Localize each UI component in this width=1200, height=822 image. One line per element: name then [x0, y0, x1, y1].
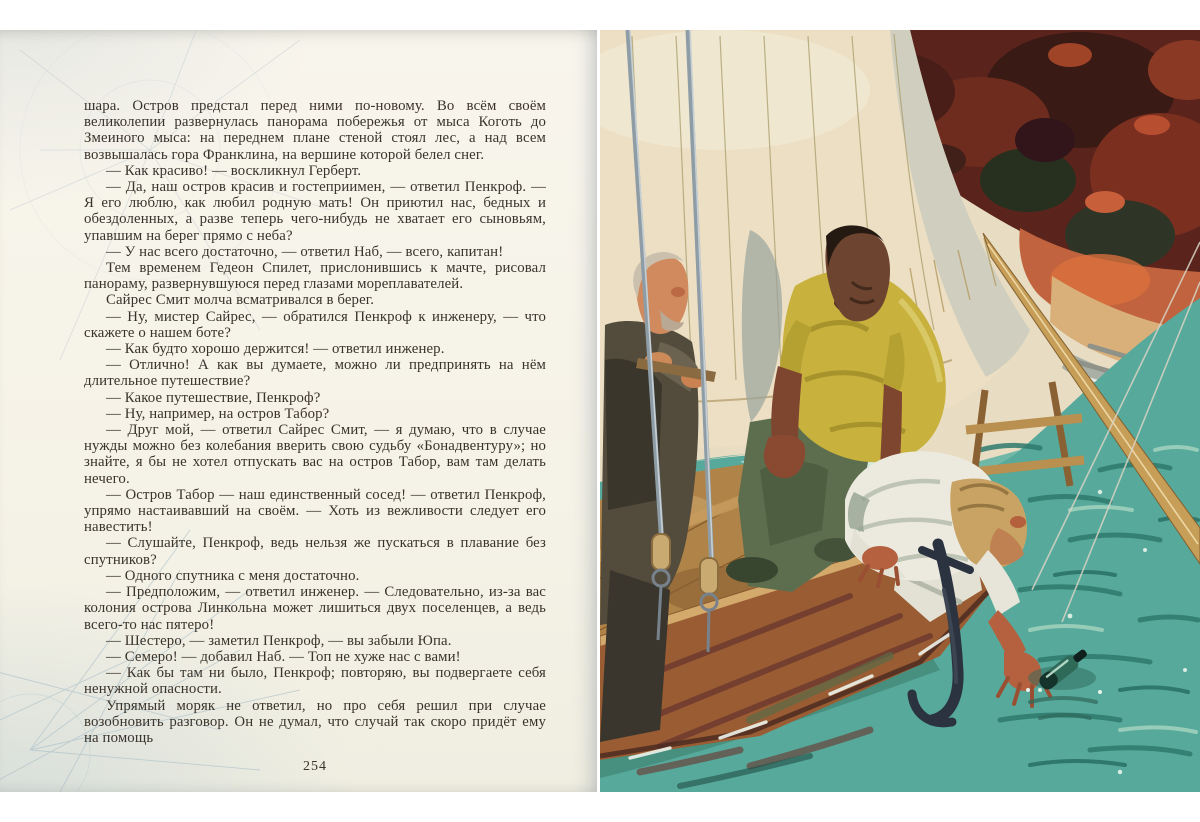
watercolor-illustration: [600, 30, 1200, 792]
paragraph: Тем временем Гедеон Спилет, прислонившись к мачте, рисовал панораму, развернувшуюся перед глазами мореплавателей.: [84, 260, 546, 293]
paragraph: — Друг мой, — ответил Сайрес Смит, — я думаю, что в случае нужды можно без колебания вверить свою судьбу «Бонадвентуру»; но знайте, я бы не хотел отпускать вас на остров Табор, вам там делать нечего.: [84, 422, 546, 487]
paragraph: — Семеро! — добавил Наб. — Топ не хуже нас с вами!: [106, 648, 461, 665]
page-number: 254: [303, 759, 327, 775]
paragraph: — Да, наш остров красив и гостеприимен, — ответил Пенкроф. — Я его люблю, как любил родную мать! Он приютил нас, бедных и обездоленных, а разве теперь чего-нибудь не хватает его сыновьям, упавшим на берег прямо с неба?: [84, 179, 546, 244]
paragraph: Упрямый моряк не ответил, но про себя решил при случае возобновить разговор. Он не думал, что случай так скоро придёт ему на помощь: [84, 697, 546, 746]
paragraph: шара. Остров предстал перед ними по-новому. Во всём своём великолепии развернулась панорама побережья от мыса Коготь до Змеиного мыса: на переднем плане стеной стоял лес, а над всем возвышалась гора Франклина, на вершине которой белел снег.: [84, 98, 546, 163]
paragraph: — Слушайте, Пенкроф, ведь нельзя же пускаться в плавание без спутников?: [84, 535, 546, 568]
paragraph: — Ну, мистер Сайрес, — обратился Пенкроф к инженеру, — что скажете о нашем боте?: [84, 308, 546, 341]
paragraph: — Остров Табор — наш единственный сосед! — ответил Пенкроф, упрямо настаивавший на своём. — Хоть из вежливости следует его навестить!: [84, 486, 546, 536]
paragraph: — Отлично! А как вы думаете, можно ли предпринять на нём длительное путешествие?: [84, 357, 546, 390]
paragraph: — Шестеро, — заметил Пенкроф, — вы забыли Юпа.: [106, 632, 452, 649]
left-page: [0, 30, 597, 792]
paragraph: — Ну, например, на остров Табор?: [106, 405, 330, 422]
paragraph: — Какое путешествие, Пенкроф?: [106, 389, 321, 406]
body-text: [84, 98, 546, 746]
paragraph: — Как бы там ни было, Пенкроф; повторяю, вы подвергаете себя ненужной опасности.: [84, 665, 546, 698]
paragraph: — Как будто хорошо держится! — ответил инженер.: [106, 341, 445, 358]
text-column: [84, 98, 546, 775]
paragraph: — У нас всего достаточно, — ответил Наб, — всего, капитан!: [106, 243, 504, 260]
right-page-illustration: [600, 30, 1200, 792]
paragraph: — Как красиво! — воскликнул Герберт.: [106, 162, 362, 179]
paragraph: — Предположим, — ответил инженер. — Следовательно, из-за вас колония острова Линкольна может лишиться двух поселенцев, а ведь всего-то нас пятеро!: [84, 584, 546, 633]
paragraph: — Одного спутника с меня достаточно.: [106, 567, 360, 584]
paragraph: Сайрес Смит молча всматривался в берег.: [106, 292, 375, 309]
